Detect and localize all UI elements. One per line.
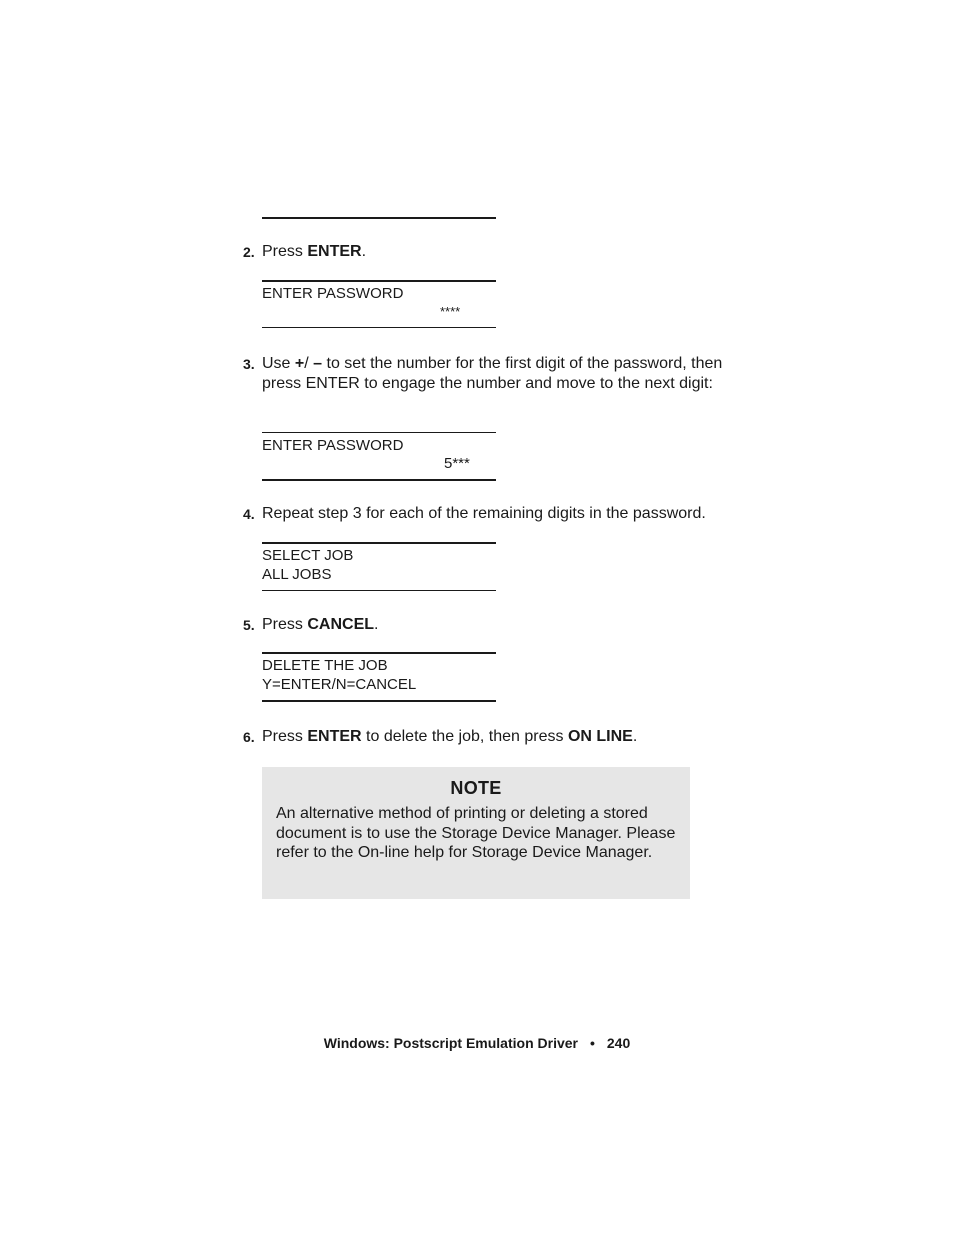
display-rule xyxy=(262,700,496,702)
note-body: An alternative method of printing or deleting a stored document is to use the Storage Device Manager. Please refer to the On-line help for Storage Device Manager. xyxy=(276,805,676,862)
key-enter: ENTER xyxy=(307,243,362,260)
step-5: 5. Press CANCEL. xyxy=(243,616,379,633)
key-minus: – xyxy=(313,355,323,372)
step-4: 4. Repeat step 3 for each of the remaining digits in the password. xyxy=(243,505,706,522)
key-cancel: CANCEL xyxy=(307,616,375,633)
lcd-line-2: Y=ENTER/N=CANCEL xyxy=(262,676,417,693)
step-3: 3. Use +/ – to set the number for the first digit of the password, then press ENTER to engage the number and move to the next digit: xyxy=(243,355,723,392)
footer-title: Windows: Postscript Emulation Driver xyxy=(323,1035,578,1051)
lcd-line-1: DELETE THE JOB xyxy=(262,657,388,674)
step-number: 2. xyxy=(243,244,255,260)
display-rule xyxy=(262,217,496,219)
lcd-line-1: SELECT JOB xyxy=(262,547,354,564)
lcd-display-password xyxy=(262,284,496,319)
display-rule xyxy=(262,652,496,654)
footer-bullet: • xyxy=(589,1035,595,1051)
key-enter: ENTER xyxy=(307,728,362,745)
display-rule xyxy=(262,327,496,328)
display-rule xyxy=(262,280,496,282)
lcd-display-select-job xyxy=(262,546,496,584)
step-number: 3. xyxy=(243,356,255,372)
lcd-line-2: 5*** xyxy=(444,455,470,472)
lcd-display-password-digit xyxy=(262,436,496,473)
display-rule xyxy=(262,479,496,481)
key-on-line: ON LINE xyxy=(567,728,633,745)
display-rule xyxy=(262,542,496,544)
page-number: 240 xyxy=(606,1035,631,1051)
page-footer xyxy=(0,1034,954,1052)
step-number: 6. xyxy=(243,729,255,745)
step-6: 6. Press ENTER to delete the job, then press ON LINE. xyxy=(243,728,638,745)
lcd-line-2: ALL JOBS xyxy=(262,566,332,583)
lcd-line-1: ENTER PASSWORD xyxy=(262,285,404,302)
note-box xyxy=(262,767,690,899)
note-title: NOTE xyxy=(450,778,502,798)
step-number: 5. xyxy=(243,617,255,633)
key-plus: + xyxy=(294,355,305,372)
display-rule xyxy=(262,590,496,591)
lcd-display-delete-job xyxy=(262,656,496,694)
lcd-line-1: ENTER PASSWORD xyxy=(262,437,404,454)
step-2: 2. Press ENTER. xyxy=(243,243,367,260)
display-rule xyxy=(262,432,496,433)
step-number: 4. xyxy=(243,506,255,522)
lcd-line-2: **** xyxy=(440,304,461,319)
